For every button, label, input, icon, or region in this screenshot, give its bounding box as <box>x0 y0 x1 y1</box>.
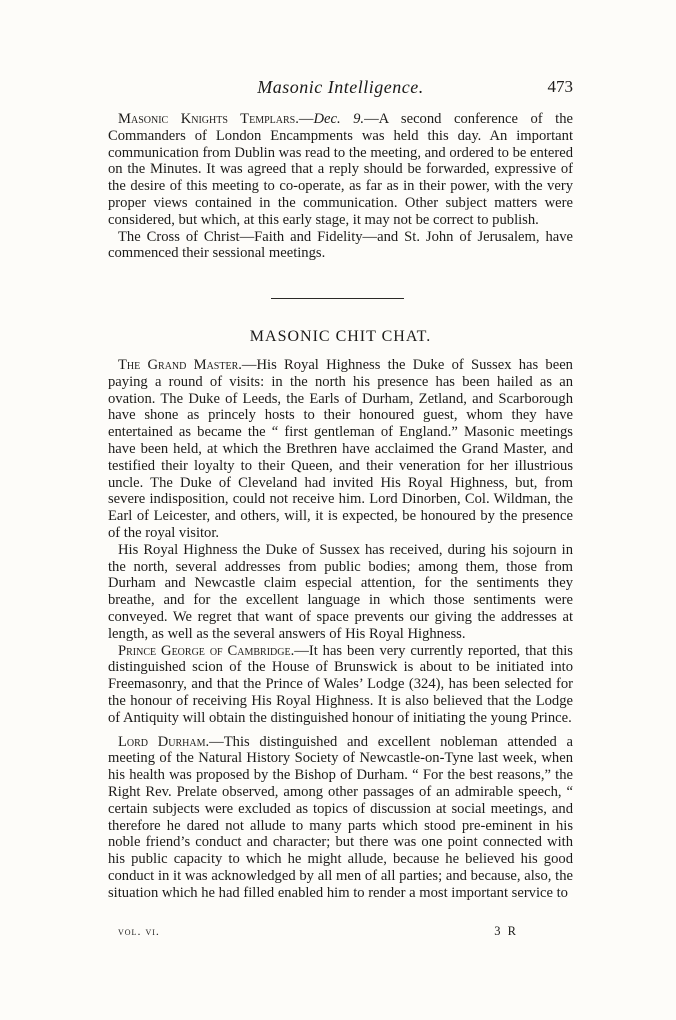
addresses-paragraph: His Royal Highness the Duke of Sussex has received, during his sojourn in the north, several addresses from public bodies; among them, those from Durham and Newcastle claim especial attention, for the sentiments they breathe, and for the excellent language in which those sentiments were conveyed. We regret that want of space prevents our giving the addresses at length, as well as the several answers of His Royal Highness. <box>108 541 573 642</box>
prince-george-body: —It has been very currently reported, that this distinguished scion of the House of Brunswick is about to be initiated into Freemasonry, and that the Prince of Wales’ Lodge (324), has been selected for the honour of receiving His Royal Highness. It is also believed that the Lodge of Antiquity will obtain the distinguished honour of initiating the young Prince. <box>108 642 573 726</box>
prince-george-paragraph <box>108 643 573 727</box>
knights-templars-dash: — <box>298 111 314 127</box>
section-divider <box>271 298 404 299</box>
knights-templars-section <box>108 111 573 262</box>
page-number: 473 <box>547 77 573 96</box>
volume-mark: vol. vi. <box>118 924 160 938</box>
section-title: MASONIC CHIT CHAT. <box>249 328 432 345</box>
lord-durham-paragraph <box>108 734 573 902</box>
lord-durham-heading: Lord Durham. <box>118 733 210 750</box>
sessional-meetings-paragraph: The Cross of Christ—Faith and Fidelity—and St. John of Jerusalem, have commenced their sessional meetings. <box>108 228 573 262</box>
running-title: Masonic Intelligence. <box>257 77 424 97</box>
knights-templars-date: Dec. 9. <box>313 111 365 127</box>
page-footer <box>118 924 518 942</box>
knights-templars-body: —A second conference of the Commanders of London Encampments was held this day. An important communication from Dublin was read to the meeting, and ordered to be entered on the Minutes. It was agreed that a reply should be forwarded, expressive of the desire of this meeting to co-operate, as far as in their power, with the very proper views contained in the communication. Other subject matters were considered, but which, at this early stage, it may not be correct to publish. <box>108 111 573 228</box>
signature-mark: 3 R <box>494 924 518 938</box>
grand-master-body: —His Royal Highness the Duke of Sussex has been paying a round of visits: in the north his presence has been hailed as an ovation. The Duke of Leeds, the Earls of Durham, Zetland, and Scarborough have shone as princely hosts to their honoured guest, whom they have entertained as became the “ first gentleman of England.” Masonic meetings have been held, at which the Brethren have acclaimed the Grand Master, and testified their loyalty to their Queen, and their veneration for her illustrious uncle. The Duke of Cleveland had invited His Royal Highness, but, from severe indisposition, could not receive him. Lord Dinorben, Col. Wildman, the Earl of Leicester, and others, will, it is expected, be honoured by the presence of the royal visitor. <box>108 357 573 541</box>
grand-master-paragraph <box>108 357 573 542</box>
lord-durham-body: —This distinguished and excellent nobleman attended a meeting of the Natural History Society of Newcastle-on-Tyne last week, when his health was proposed by the Bishop of Durham. “ For the best reasons,” the Right Rev. Prelate observed, among other passages of an admirable speech, “ certain subjects were excluded as topics of discussion at social meetings, and therefore he dared not allude to many parts which stood pre-eminent in his noble friend’s conduct and character; but there was one point connected with his public capacity to which he might allude, because he believed his good conduct in it was acknowledged by all men of all parties; and because, also, the situation which he had filled enabled him to render a most important service to <box>108 733 573 901</box>
chit-chat-section <box>108 357 573 902</box>
prince-george-heading: Prince George of Cambridge. <box>118 642 295 659</box>
knights-templars-heading: Masonic Knights Templars. <box>118 111 299 127</box>
page-header <box>108 77 573 101</box>
knights-templars-paragraph <box>108 111 573 229</box>
grand-master-heading: The Grand Master. <box>118 357 242 373</box>
